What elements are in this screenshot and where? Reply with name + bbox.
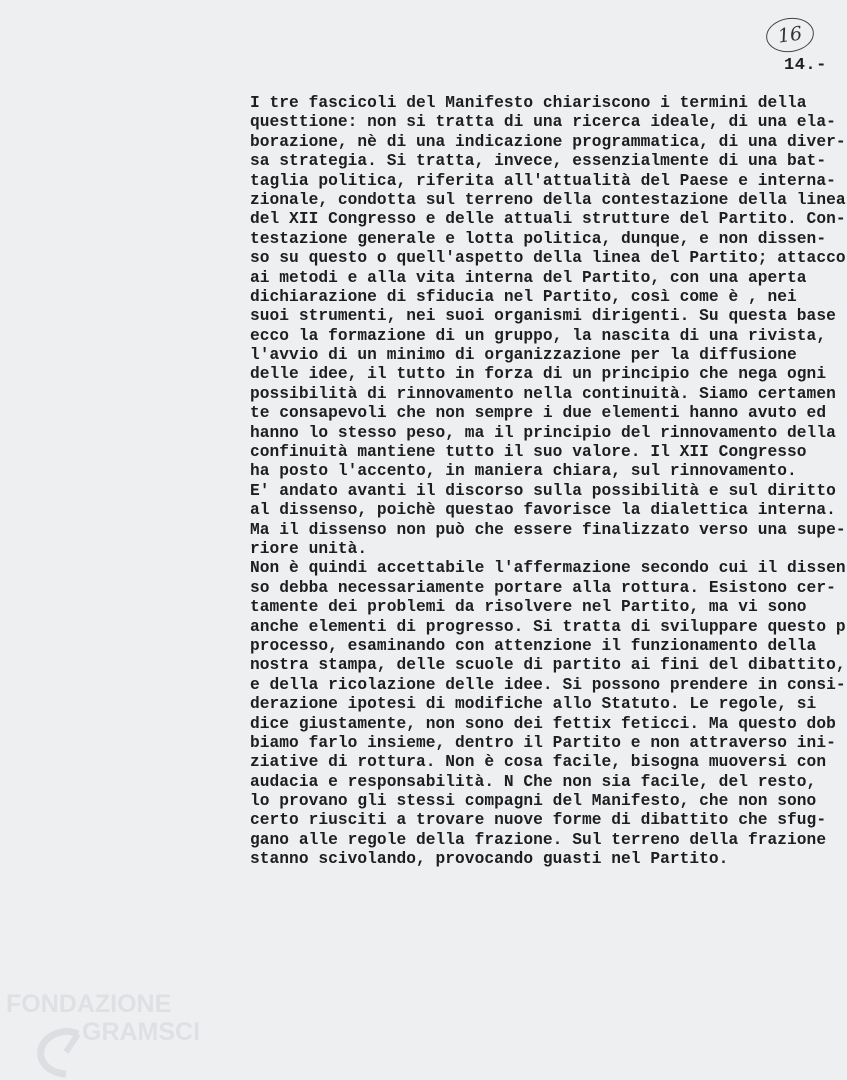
text-line: del XII Congresso e delle attuali strutture del Partito. Con- [250,210,846,229]
text-line: audacia e responsabilità. N Che non sia facile, del resto, [250,772,817,791]
text-line: borazione, nè di una indicazione programmatica, di una diver- [250,132,846,151]
text-line: testazione generale e lotta politica, dunque, e non dissen- [250,229,827,248]
text-line: hanno lo stesso peso, ma il principio del rinnovamento della [250,423,836,442]
text-line: taglia politica, riferita all'attualità del Paese e interna- [250,171,836,190]
fondazione-gramsci-watermark [4,986,214,1078]
text-line: ai metodi e alla vita interna del Partito, con una aperta [250,268,807,287]
text-line: ecco la formazione di un gruppo, la nascita di una rivista, [250,326,827,345]
text-line: Non è quindi accettabile l'affermazione secondo cui il dissen [250,559,846,578]
archive-number: 16 [776,22,804,48]
text-line: dichiarazione di sfiducia nel Partito, così come è , nei [250,287,797,306]
text-line: stanno scivolando, provocando guasti nel Partito. [250,850,729,869]
text-line: dice giustamente, non sono dei fettix feticci. Ma questo dob [250,714,836,733]
text-line: nostra stampa, delle scuole di partito ai fini del dibattito, [250,656,846,675]
text-line: questtione: non si tratta di una ricerca ideale, di una ela- [250,113,836,132]
text-line: possibilità di rinnovamento nella continuità. Siamo certamen [250,384,836,403]
text-line: biamo farlo insieme, dentro il Partito e non attraverso ini- [250,733,836,752]
text-line: riore unità. [250,539,368,558]
text-line: ziative di rottura. Non è cosa facile, bisogna muoversi con [250,753,827,772]
text-line: derazione ipotesi di modifiche allo Statuto. Le regole, si [250,695,817,714]
text-line: e della ricolazione delle idee. Si possono prendere in consi- [250,675,846,694]
text-line: gano alle regole della frazione. Sul terreno della frazione [250,830,827,849]
text-line: processo, esaminando con attenzione il funzionamento della [250,636,817,655]
text-line: zionale, condotta sul terreno della contestazione della linea [250,190,846,209]
watermark-line-2: GRAMSCI [82,1018,201,1046]
archive-number-stamp [764,15,816,55]
text-line: so su questo o quell'aspetto della linea del Partito; attacco [250,249,846,268]
text-line: lo provano gli stessi compagni del Manifesto, che non sono [250,792,817,811]
watermark-line-1: FONDAZIONE [6,990,172,1018]
text-line: l'avvio di un minimo di organizzazione per la diffusione [250,346,797,365]
text-line: delle idee, il tutto in forza di un principio che nega ogni [250,365,827,384]
page-number: 14.- [784,56,827,75]
text-line: so debba necessariamente portare alla rottura. Esistono cer- [250,578,836,597]
text-line: confinuità mantiene tutto il suo valore. Il XII Congresso [250,443,807,462]
text-line: Ma il dissenso non può che essere finalizzato verso una supe- [250,520,846,539]
text-line: sa strategia. Si tratta, invece, essenzialmente di una bat- [250,152,827,171]
text-line: te consapevoli che non sempre i due elementi hanno avuto ed [250,404,827,423]
text-line: E' andato avanti il discorso sulla possibilità e sul diritto [250,481,836,500]
text-line: I tre fascicoli del Manifesto chiariscono i termini della [250,94,807,112]
text-line: suoi strumenti, nei suoi organismi dirigenti. Su questa base [250,307,836,326]
typewritten-body [250,94,847,870]
text-line: tamente dei problemi da risolvere nel Partito, ma vi sono [250,598,807,617]
text-line: ha posto l'accento, in maniera chiara, sul rinnovamento. [250,462,797,481]
text-line: anche elementi di progresso. Si tratta di sviluppare questo p [250,617,846,636]
text-line: al dissenso, poichè questao favorisce la dialettica interna. [250,501,836,520]
text-line: certo riusciti a trovare nuove forme di dibattito che sfug- [250,811,827,830]
